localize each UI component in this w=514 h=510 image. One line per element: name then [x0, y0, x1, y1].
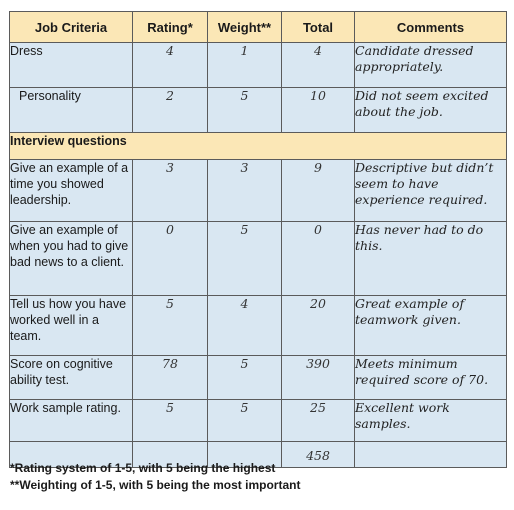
empty-cell — [355, 442, 507, 468]
header-job-criteria: Job Criteria — [10, 12, 133, 43]
table-row — [10, 43, 507, 88]
comment-cell: Did not seem excited about the job. — [355, 88, 507, 133]
table-row — [10, 160, 507, 222]
criteria-cell: Score on cognitive ability test. — [10, 356, 133, 400]
rating-cell: 0 — [133, 222, 208, 296]
rating-cell: 3 — [133, 160, 208, 222]
total-cell: 25 — [282, 400, 355, 442]
weight-cell: 5 — [208, 222, 282, 296]
comment-cell: Has never had to do this. — [355, 222, 507, 296]
comment-cell: Excellent work samples. — [355, 400, 507, 442]
total-cell: 4 — [282, 43, 355, 88]
footnotes — [10, 460, 300, 494]
criteria-cell: Tell us how you have worked well in a team. — [10, 296, 133, 356]
criteria-cell: Give an example of a time you showed leadership. — [10, 160, 133, 222]
total-cell: 9 — [282, 160, 355, 222]
total-cell: 0 — [282, 222, 355, 296]
section-title: Interview questions — [10, 133, 507, 160]
grand-total-cell: 458 — [282, 442, 355, 468]
header-rating: Rating* — [133, 12, 208, 43]
weight-cell: 5 — [208, 400, 282, 442]
rating-cell: 78 — [133, 356, 208, 400]
section-row — [10, 133, 507, 160]
weight-cell: 5 — [208, 88, 282, 133]
weight-cell: 1 — [208, 43, 282, 88]
comment-cell: Descriptive but didn’t seem to have experience required. — [355, 160, 507, 222]
weight-cell: 5 — [208, 356, 282, 400]
comment-cell: Candidate dressed appropriately. — [355, 43, 507, 88]
weight-cell: 4 — [208, 296, 282, 356]
criteria-cell: Give an example of when you had to give bad news to a client. — [10, 222, 133, 296]
job-criteria-table — [9, 11, 507, 468]
table-row — [10, 296, 507, 356]
table-row — [10, 356, 507, 400]
header-total: Total — [282, 12, 355, 43]
rating-cell: 5 — [133, 400, 208, 442]
rating-cell: 2 — [133, 88, 208, 133]
comment-cell: Great example of teamwork given. — [355, 296, 507, 356]
header-comments: Comments — [355, 12, 507, 43]
criteria-cell: Work sample rating. — [10, 400, 133, 442]
footnote-rating: *Rating system of 1-5, with 5 being the highest — [10, 461, 276, 475]
table-row — [10, 400, 507, 442]
header-weight: Weight** — [208, 12, 282, 43]
rating-cell: 4 — [133, 43, 208, 88]
total-cell: 10 — [282, 88, 355, 133]
total-cell: 20 — [282, 296, 355, 356]
criteria-cell: Personality — [10, 88, 133, 133]
rating-cell: 5 — [133, 296, 208, 356]
footnote-weighting: **Weighting of 1-5, with 5 being the most important — [10, 478, 301, 492]
comment-cell: Meets minimum required score of 70. — [355, 356, 507, 400]
table-row — [10, 88, 507, 133]
header-row — [10, 12, 507, 43]
criteria-cell: Dress — [10, 43, 133, 88]
total-cell: 390 — [282, 356, 355, 400]
weight-cell: 3 — [208, 160, 282, 222]
table-row — [10, 222, 507, 296]
